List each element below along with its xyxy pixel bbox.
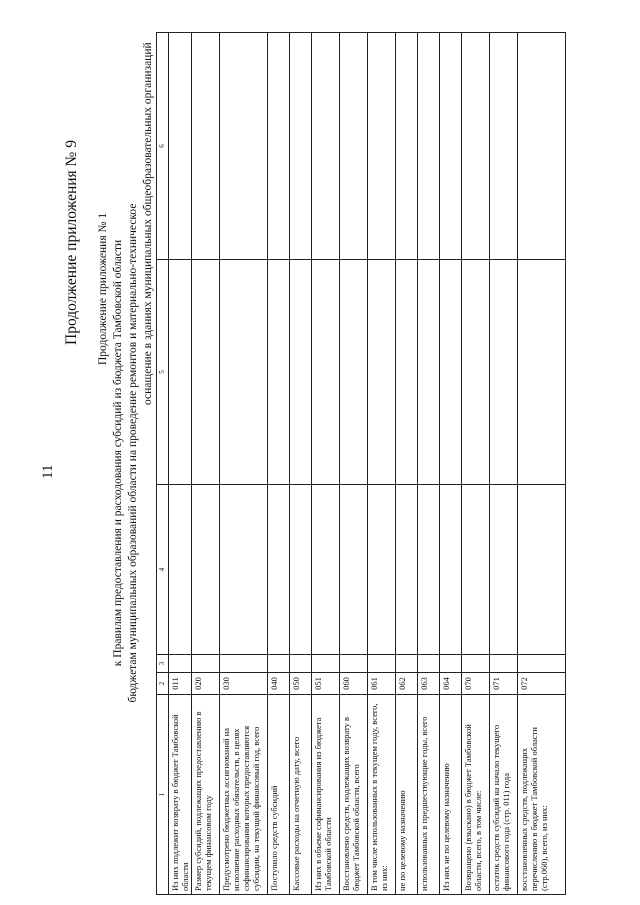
row-code: 062 — [396, 673, 418, 695]
row-name: восстановленных средств, подлежащих перечислению в бюджет Тамбовской области (стр.060), всего, из них: — [518, 695, 566, 895]
table-row — [396, 33, 418, 895]
row-code: 020 — [192, 673, 220, 695]
table-cell — [290, 655, 312, 673]
table-cell — [462, 655, 490, 673]
column-header: 3 — [157, 655, 169, 673]
table-cell — [268, 655, 290, 673]
table-cell — [490, 260, 518, 485]
table-row — [290, 33, 312, 895]
row-code: 070 — [462, 673, 490, 695]
table-cell — [518, 33, 566, 260]
table-cell — [462, 485, 490, 655]
table-cell — [440, 655, 462, 673]
table-cell — [440, 485, 462, 655]
row-name: Из них не по целевому назначению — [440, 695, 462, 895]
table-cell — [290, 33, 312, 260]
row-name: Из них подлежит возврату в бюджет Тамбовской области — [169, 695, 192, 895]
table-row — [368, 33, 396, 895]
table-cell — [192, 655, 220, 673]
table-cell — [340, 33, 368, 260]
row-name: Размер субсидий, подлежащих предоставлению в текущем финансовом году — [192, 695, 220, 895]
page-number: 11 — [40, 464, 56, 479]
table-cell — [490, 485, 518, 655]
table-row — [312, 33, 340, 895]
table-cell — [340, 485, 368, 655]
table-cell — [490, 655, 518, 673]
row-name: не по целевому назначению — [396, 695, 418, 895]
table-row — [220, 33, 268, 895]
column-header: 4 — [157, 485, 169, 655]
row-code: 071 — [490, 673, 518, 695]
row-name: Восстановлено средств, подлежащих возврату в бюджет Тамбовской области, всего — [340, 695, 368, 895]
row-code: 064 — [440, 673, 462, 695]
table-row — [268, 33, 290, 895]
row-name: Поступило средств субсидий — [268, 695, 290, 895]
table-cell — [440, 260, 462, 485]
table-cell — [169, 33, 192, 260]
table-cell — [220, 655, 268, 673]
table-cell — [192, 485, 220, 655]
table-cell — [192, 260, 220, 485]
table-cell — [312, 655, 340, 673]
table-row — [490, 33, 518, 895]
table-cell — [462, 260, 490, 485]
table-cell — [368, 485, 396, 655]
table-cell — [312, 485, 340, 655]
table-row — [192, 33, 220, 895]
table-row — [169, 33, 192, 895]
row-name: использованных в предшествующие годы, всего — [418, 695, 440, 895]
table-cell — [490, 33, 518, 260]
report-table — [156, 32, 566, 895]
table-row — [518, 33, 566, 895]
table-row — [340, 33, 368, 895]
row-code: 011 — [169, 673, 192, 695]
table-cell — [396, 33, 418, 260]
table-cell — [340, 260, 368, 485]
table-cell — [440, 33, 462, 260]
row-name: Кассовые расходы на отчетную дату, всего — [290, 695, 312, 895]
continuation-title: Продолжение приложения № 9 — [63, 140, 80, 345]
row-code: 061 — [368, 673, 396, 695]
table-cell — [396, 260, 418, 485]
table-cell — [220, 485, 268, 655]
table-cell — [312, 33, 340, 260]
table-cell — [192, 33, 220, 260]
row-code: 063 — [418, 673, 440, 695]
row-name: Предусмотрено бюджетных ассигнований на исполнение расходных обязательств, в целях софинансирования которых предоставляются субсидии, на текущий финансовый год, всего — [220, 695, 268, 895]
column-header: 6 — [157, 33, 169, 260]
table-cell — [368, 260, 396, 485]
row-code: 072 — [518, 673, 566, 695]
table-cell — [268, 33, 290, 260]
row-code: 040 — [268, 673, 290, 695]
row-name: Возвращено (взыскано) в бюджет Тамбовской области, всего, в том числе: — [462, 695, 490, 895]
table-cell — [268, 260, 290, 485]
table-cell — [290, 260, 312, 485]
table-cell — [462, 33, 490, 260]
row-code: 060 — [340, 673, 368, 695]
table-cell — [418, 33, 440, 260]
title-line: бюджетам муниципальных образований области на проведение ремонтов и материально-техническое — [127, 203, 139, 703]
title-line: к Правилам предоставления и расходования субсидий из бюджета Тамбовской области — [112, 239, 124, 667]
table-cell — [169, 260, 192, 485]
table-cell — [312, 260, 340, 485]
continuation-annex: Продолжение приложения № 1 — [97, 212, 109, 365]
column-header: 5 — [157, 260, 169, 485]
table-cell — [368, 655, 396, 673]
column-header: 2 — [157, 673, 169, 695]
table-cell — [418, 260, 440, 485]
row-name: остаток средств субсидий на начало текущего финансового года (стр. 011) года — [490, 695, 518, 895]
table-cell — [268, 485, 290, 655]
table-cell — [169, 655, 192, 673]
table-cell — [396, 655, 418, 673]
table-cell — [340, 655, 368, 673]
table-cell — [518, 260, 566, 485]
row-code: 051 — [312, 673, 340, 695]
table-cell — [220, 260, 268, 485]
table-cell — [418, 655, 440, 673]
row-name: Из них в объеме софинансирования из бюджета Тамбовской области — [312, 695, 340, 895]
table-row — [418, 33, 440, 895]
table-header-row — [157, 33, 169, 895]
table-cell — [418, 485, 440, 655]
table-cell — [396, 485, 418, 655]
table-cell — [518, 485, 566, 655]
row-code: 030 — [220, 673, 268, 695]
table-cell — [290, 485, 312, 655]
row-name: В том числе использованных в текущем году, всего, из них: — [368, 695, 396, 895]
table-cell — [368, 33, 396, 260]
table-row — [462, 33, 490, 895]
row-code: 050 — [290, 673, 312, 695]
table-cell — [169, 485, 192, 655]
table-cell — [518, 655, 566, 673]
table-cell — [220, 33, 268, 260]
title-line: оснащение в зданиях муниципальных общеобразовательных организаций — [142, 42, 154, 405]
table-row — [440, 33, 462, 895]
column-header: 1 — [157, 695, 169, 895]
